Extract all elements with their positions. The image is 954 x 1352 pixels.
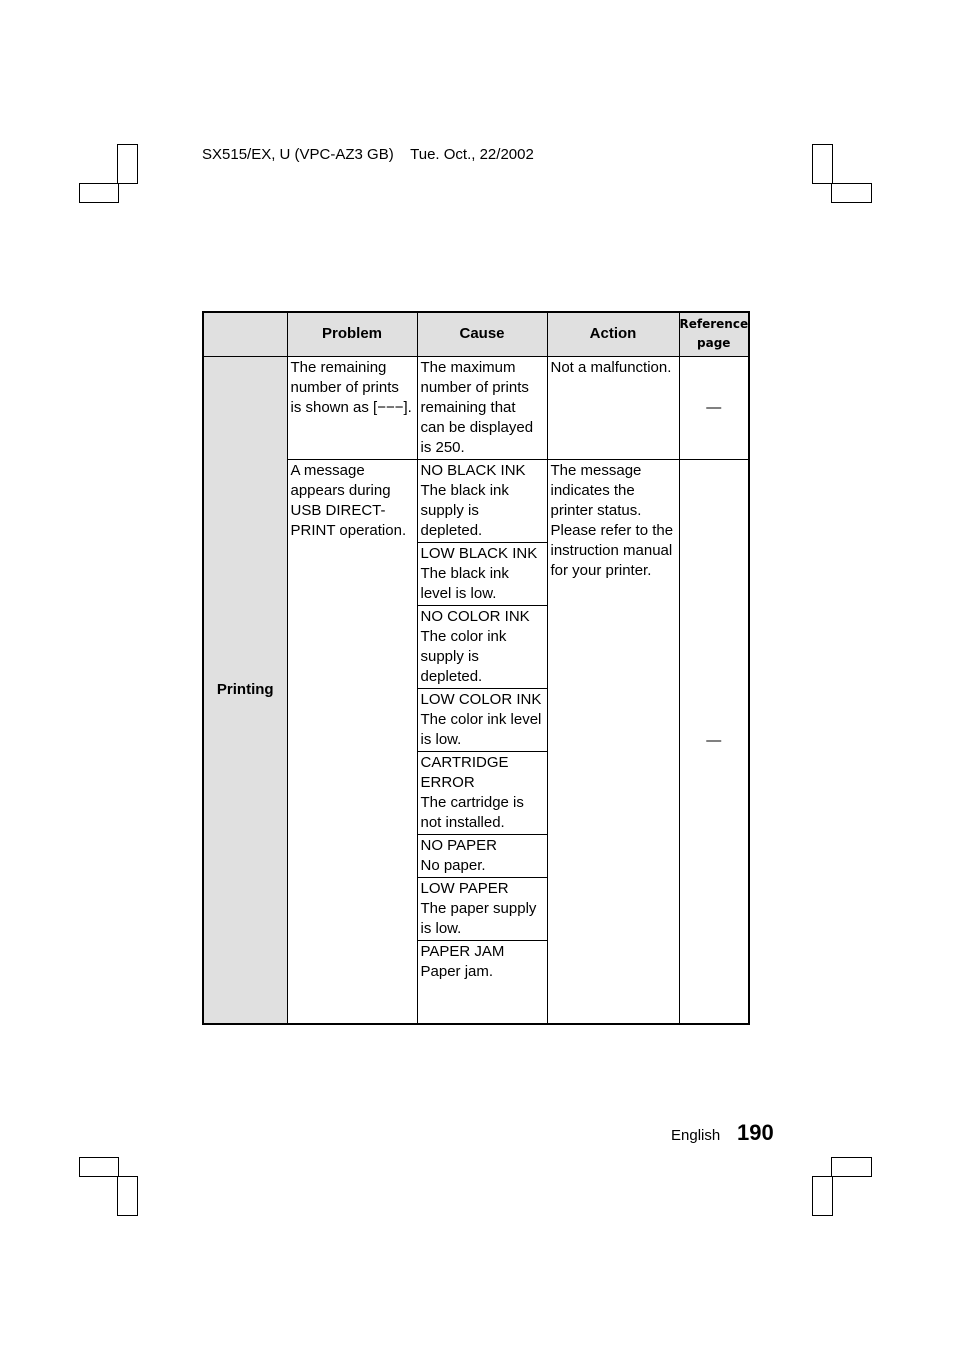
page-number: 190 [737,1120,774,1145]
cause-description: The color ink level is low. [420,710,542,748]
cause-code: LOW PAPER [420,879,509,897]
cause-code: NO BLACK INK [420,461,526,479]
crop-mark-top-left-vertical [117,144,138,184]
reference-cell: — [679,459,749,1024]
crop-mark-top-right-horizontal [831,183,872,203]
cause-item [418,835,547,878]
cause-code: PAPER JAM [420,942,505,960]
problem-cell: A message appears during USB DIRECT-PRINT operation. [287,459,417,1024]
cause-cell: The maximum number of prints remaining that can be displayed is 250. [417,356,547,459]
reference-header-line1: Reference [679,317,749,332]
column-header-reference-page [679,312,749,356]
cause-description: The black ink level is low. [420,564,509,602]
action-cell: The message indicates the printer status. Please refer to the instruction manual for your printer. [547,459,679,1024]
document-header: SX515/EX, U (VPC-AZ3 GB) Tue. Oct., 22/2002 [202,146,534,163]
cause-description: No paper. [420,856,486,874]
crop-mark-bottom-right-horizontal [831,1157,872,1177]
cause-cell [417,459,547,1024]
cause-code: NO COLOR INK [420,607,530,625]
cause-item [418,941,547,1024]
problem-cell: The remaining number of prints is shown as [−−−]. [287,356,417,459]
column-header-cause: Cause [417,312,547,356]
column-header-category [203,312,287,356]
cause-description: Paper jam. [420,962,494,980]
reference-header-line2: page [697,336,731,351]
cause-code: LOW BLACK INK [420,544,538,562]
table-header-row [203,312,749,356]
cause-item [418,752,547,835]
column-header-problem: Problem [287,312,417,356]
cause-list [418,460,547,1024]
cause-code: NO PAPER [420,836,497,854]
cause-code: CARTRIDGE ERROR [420,753,509,791]
cause-item [418,460,547,543]
footer-language: English [671,1127,721,1144]
category-cell: Printing [203,356,287,1024]
cause-item [418,543,547,606]
cause-item [418,689,547,752]
crop-mark-top-right-vertical [812,144,833,184]
crop-mark-bottom-right-vertical [812,1176,833,1216]
column-header-action: Action [547,312,679,356]
crop-mark-top-left-horizontal [79,183,119,203]
reference-cell: — [679,356,749,459]
cause-description: The color ink supply is depleted. [420,627,507,685]
action-cell: Not a malfunction. [547,356,679,459]
crop-mark-bottom-left-vertical [117,1176,138,1216]
troubleshooting-table [202,311,750,1025]
table-row [203,356,749,459]
cause-description: The paper supply is low. [420,899,537,937]
cause-item [418,878,547,941]
cause-code: LOW COLOR INK [420,690,542,708]
cause-description: The cartridge is not installed. [420,793,524,831]
cause-item [418,606,547,689]
cause-description: The black ink supply is depleted. [420,481,509,539]
crop-mark-bottom-left-horizontal [79,1157,119,1177]
